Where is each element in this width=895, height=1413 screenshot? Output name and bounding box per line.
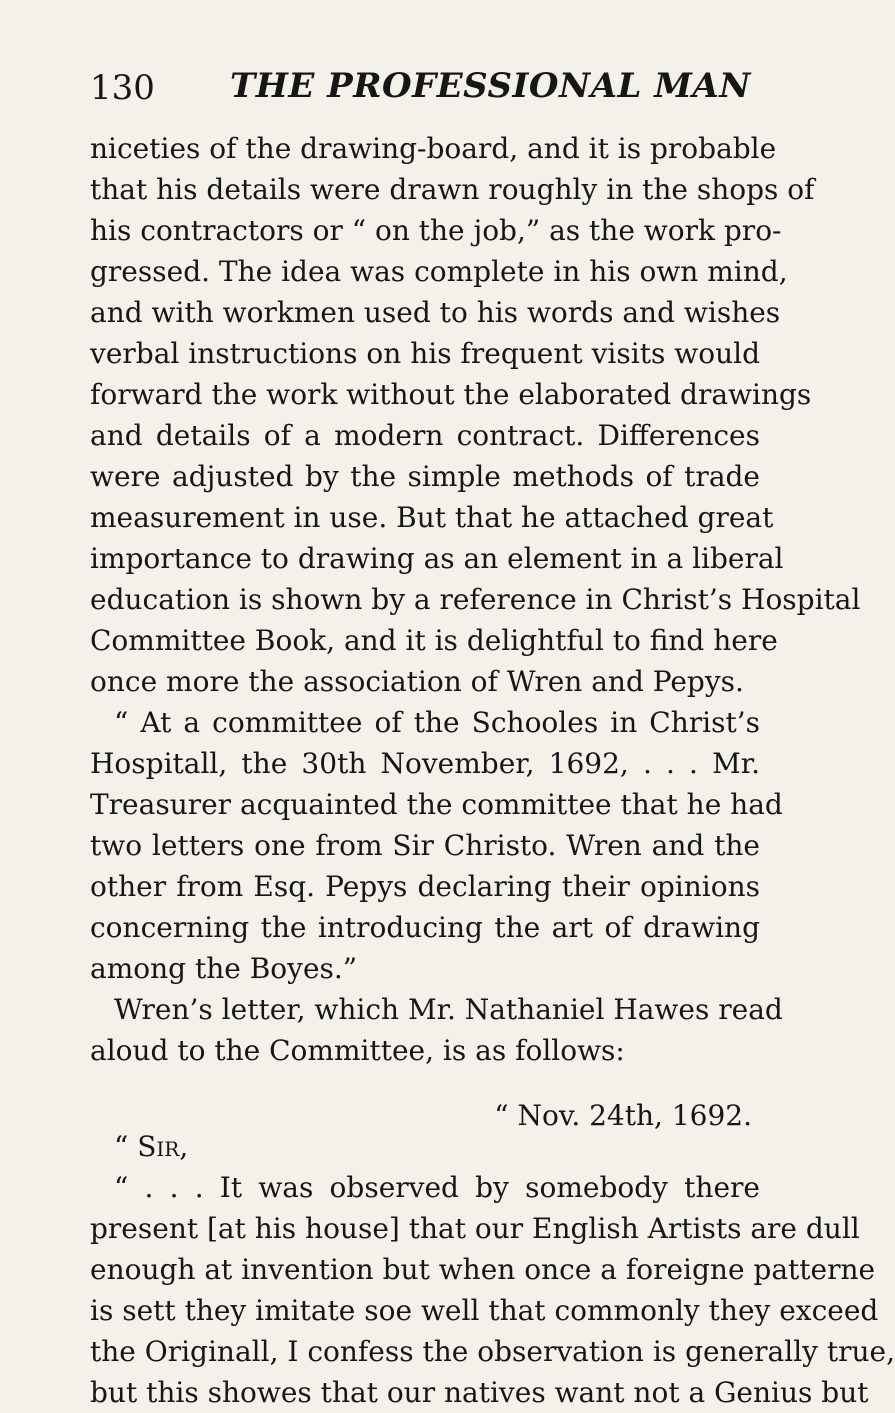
- text-line: education is shown by a reference in Christ’s Hospital: [90, 583, 861, 616]
- letter-dateline: “ Nov. 24th, 1692.: [494, 1099, 752, 1132]
- running-header: [90, 62, 750, 112]
- text-line: Wren’s letter, which Mr. Nathaniel Hawes read: [114, 993, 783, 1026]
- text-line: and details of a modern contract. Differences: [90, 419, 760, 452]
- letter-line: “ . . . It was observed by somebody there: [114, 1171, 760, 1204]
- text-line: aloud to the Committee, is as follows:: [90, 1034, 625, 1067]
- text-line: once more the association of Wren and Pepys.: [90, 665, 744, 698]
- letter-salutation: “ Sir,: [114, 1130, 189, 1163]
- quote-line: Hospitall, the 30th November, 1692, . . . Mr.: [90, 747, 760, 780]
- text-line: were adjusted by the simple methods of trade: [90, 460, 760, 493]
- letter-line: but this showes that our natives want not a Genius but: [90, 1376, 869, 1409]
- letter-line: is sett they imitate soe well that commonly they exceed: [90, 1294, 879, 1327]
- text-line: and with workmen used to his words and wishes: [90, 296, 781, 329]
- quote-line: Treasurer acquainted the committee that he had: [90, 788, 783, 821]
- running-title: THE PROFESSIONAL MAN: [230, 66, 751, 106]
- text-line: gressed. The idea was complete in his own mind,: [90, 255, 788, 288]
- quote-line: two letters one from Sir Christo. Wren and the: [90, 829, 760, 862]
- text-line: verbal instructions on his frequent visits would: [90, 337, 760, 370]
- text-line: Committee Book, and it is delightful to find here: [90, 624, 778, 657]
- text-line: that his details were drawn roughly in the shops of: [90, 173, 815, 206]
- quote-line: among the Boyes.”: [90, 952, 358, 985]
- text-line: his contractors or “ on the job,” as the work pro-: [90, 214, 782, 247]
- body-text: [90, 128, 895, 1413]
- letter-line: present [at his house] that our English Artists are dull: [90, 1212, 860, 1245]
- letter-line: the Originall, I confess the observation is generally true,: [90, 1335, 895, 1368]
- text-line: forward the work without the elaborated drawings: [90, 378, 812, 411]
- quote-line: other from Esq. Pepys declaring their opinions: [90, 870, 760, 903]
- text-line: importance to drawing as an element in a liberal: [90, 542, 784, 575]
- quote-line: concerning the introducing the art of drawing: [90, 911, 760, 944]
- text-line: niceties of the drawing-board, and it is probable: [90, 132, 777, 165]
- letter-line: enough at invention but when once a foreigne patterne: [90, 1253, 876, 1286]
- quote-line: “ At a committee of the Schooles in Christ’s: [114, 706, 760, 739]
- text-line: measurement in use. But that he attached great: [90, 501, 774, 534]
- page-number: 130: [90, 68, 155, 108]
